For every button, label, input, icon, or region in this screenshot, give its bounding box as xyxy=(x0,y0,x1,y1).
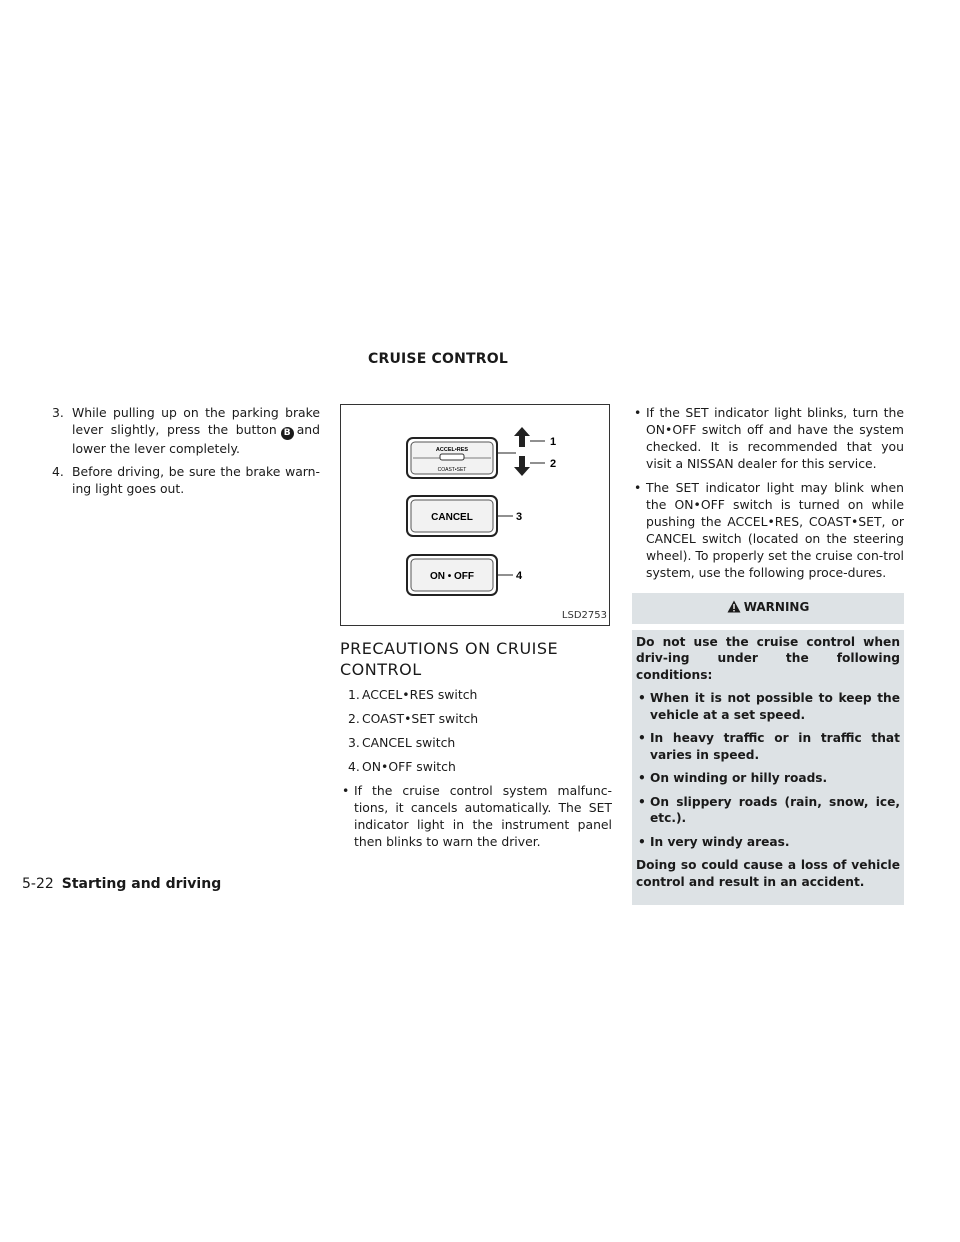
list-number: 4. xyxy=(348,759,360,774)
arrow-down-icon xyxy=(514,456,530,476)
step-4 xyxy=(52,463,320,497)
precautions-heading: PRECAUTIONS ON CRUISE CONTROL xyxy=(340,639,559,679)
warning-triangle-icon xyxy=(727,600,741,618)
warning-header xyxy=(632,595,904,630)
set-indicator-light xyxy=(440,454,464,460)
list-item xyxy=(348,734,612,751)
arrow-up-icon xyxy=(514,427,530,447)
list-item xyxy=(348,710,612,727)
switch-list xyxy=(348,686,612,775)
callout-1: 1 xyxy=(550,436,557,448)
warning-outro: Doing so could cause a loss of vehicle control and result in an accident. xyxy=(636,858,900,889)
warning-item: • On winding or hilly roads. xyxy=(636,770,900,787)
warning-title: WARNING xyxy=(743,600,810,614)
figure-code: LSD2753 xyxy=(561,610,607,621)
step-number: 3. xyxy=(52,405,64,420)
warning-item: • When it is not possible to keep the vehicle at a set speed. xyxy=(636,690,900,723)
step-text-after: and lower the lever completely. xyxy=(72,422,320,456)
accel-res-label: ACCEL•RES xyxy=(435,447,469,453)
page-footer xyxy=(22,876,221,892)
step-text: Before driving, be sure the brake warn-ing light goes out. xyxy=(72,464,320,496)
warning-item: • On slippery roads (rain, snow, ice, etc.). xyxy=(636,794,900,827)
page-number: 5-22 xyxy=(22,876,54,892)
bullet-item: • If the SET indicator light blinks, turn the ON•OFF switch off and have the system checked. It is recommended that you visit a NISSAN dealer for this service. xyxy=(632,404,904,472)
warning-box xyxy=(632,593,904,905)
list-number: 2. xyxy=(348,711,360,726)
list-text: COAST•SET switch xyxy=(362,711,479,726)
switch-illustration xyxy=(341,405,609,625)
callout-3: 3 xyxy=(516,511,523,523)
malfunction-bullet: • If the cruise control system malfunc-tions, it cancels automatically. The SET indicator light in the instrument panel then blinks to warn the driver. xyxy=(340,782,612,850)
list-text: CANCEL switch xyxy=(362,735,456,750)
step-3 xyxy=(52,404,320,457)
step-text: While pulling up on the parking brake lever slightly, press the button xyxy=(72,405,320,437)
coast-set-label: COAST•SET xyxy=(437,467,467,473)
section-title: CRUISE CONTROL xyxy=(368,351,508,367)
on-off-label: ON • OFF xyxy=(429,571,475,582)
callout-4: 4 xyxy=(516,570,523,582)
chapter-title: Starting and driving xyxy=(61,876,222,892)
button-b-icon: B xyxy=(281,427,294,440)
list-text: ACCEL•RES switch xyxy=(362,687,478,702)
left-column xyxy=(52,404,320,503)
cancel-label: CANCEL xyxy=(431,512,473,523)
callout-2: 2 xyxy=(550,458,557,470)
list-number: 3. xyxy=(348,735,360,750)
list-item xyxy=(348,758,612,775)
warning-intro: Do not use the cruise control when driv-ing under the following conditions: xyxy=(636,634,900,682)
bullet-item: • The SET indicator light may blink when the ON•OFF switch is turned on while pushing the ACCEL•RES, COAST•SET, or CANCEL switch (located on the steering wheel). To properly set the cruise con-trol system, use the following proce-dures. xyxy=(632,479,904,581)
step-number: 4. xyxy=(52,464,64,479)
cruise-switch-figure xyxy=(340,404,610,626)
list-number: 1. xyxy=(348,687,360,702)
list-item xyxy=(348,686,612,703)
warning-item: • In heavy traffic or in traffic that varies in speed. xyxy=(636,730,900,763)
right-column xyxy=(632,404,904,905)
warning-item: • In very windy areas. xyxy=(636,834,900,851)
middle-column xyxy=(340,404,612,857)
list-text: ON•OFF switch xyxy=(362,759,456,774)
